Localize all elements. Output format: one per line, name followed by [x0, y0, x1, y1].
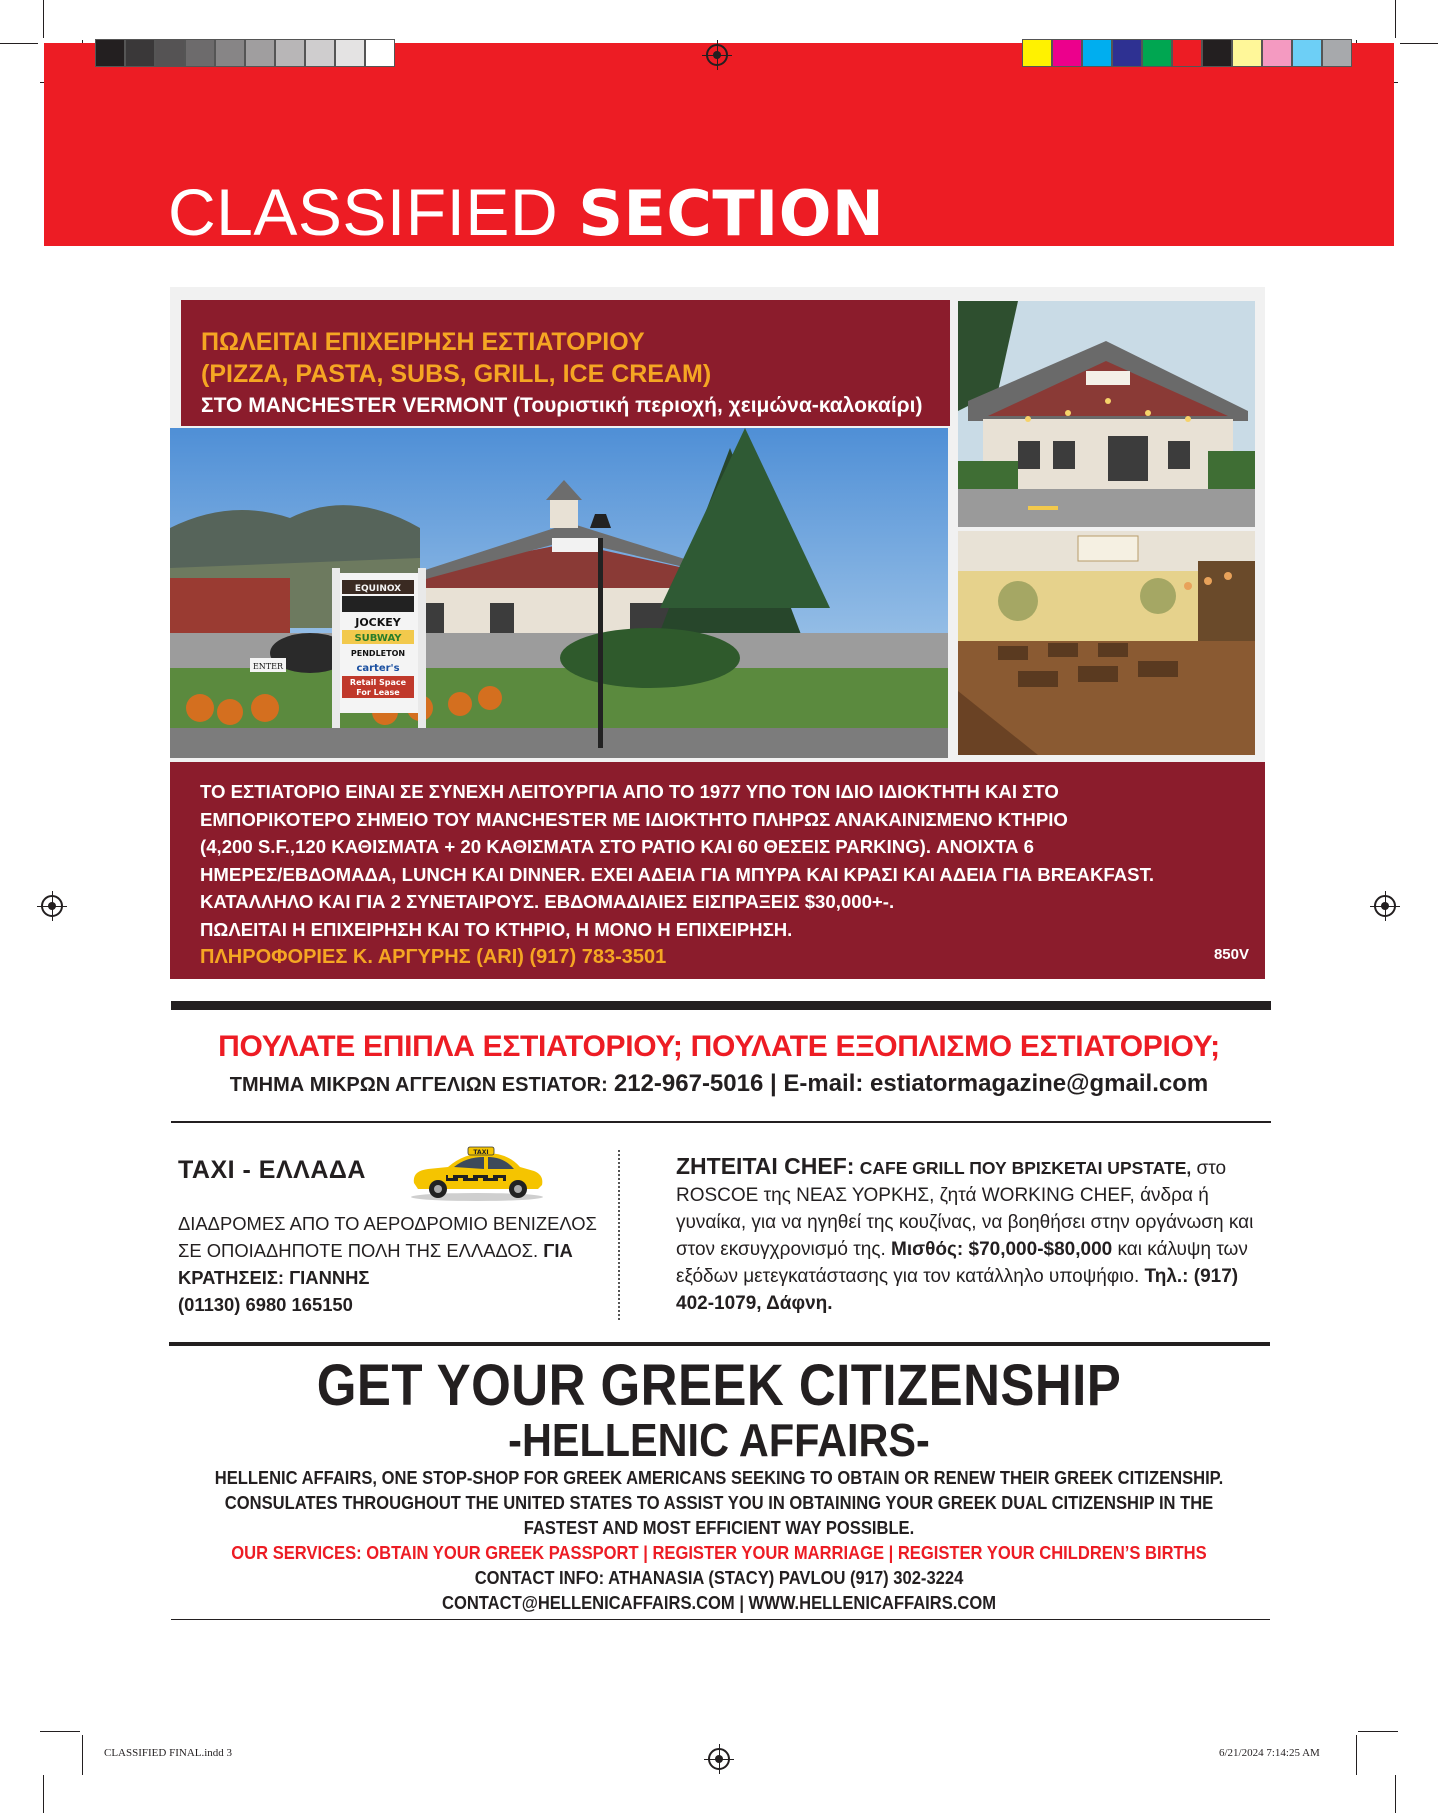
- crop-mark: [1395, 1775, 1396, 1813]
- classified-banner: [44, 43, 1394, 250]
- sign-line-6: Retail Space: [349, 678, 407, 687]
- crop-mark: [82, 1735, 83, 1775]
- taxi-ad-phone: (01130) 6980 165150: [178, 1294, 353, 1315]
- restaurant-ad-menu: (PIZZA, PASTA, SUBS, GRILL, ICE CREAM): [201, 360, 712, 388]
- restaurant-ad-line: ΕΜΠΟΡΙΚΟΤΕΡΟ ΣΗΜΕΙΟ ΤΟΥ MANCHESTER ΜΕ ΙΔΙΟΚΤΗΤΟ ΠΛΗΡΩΣ ΑΝΑΚΑΙΝΙΣΜΕΝΟ ΚΤΗΡΙΟ: [200, 808, 1068, 830]
- equipment-ad-contact-value: 212-967-5016 | E-mail: estiatormagazine@gmail.com: [613, 1070, 1209, 1097]
- equipment-ad-title: ΠΟΥΛΑΤΕ ΕΠΙΠΛΑ ΕΣΤΙΑΤΟΡΙΟΥ; ΠΟΥΛΑΤΕ ΕΞΟΠΛΙΣΜΟ ΕΣΤΙΑΤΟΡΙΟΥ;: [218, 1030, 1220, 1063]
- registration-mark-icon: [708, 1748, 730, 1770]
- citizenship-ad-line: HELLENIC AFFAIRS, ONE STOP-SHOP FOR GREEK AMERICANS SEEKING TO OBTAIN OR RENEW THEIR GREEK CITIZENSHIP.: [214, 1468, 1224, 1488]
- chef-ad: [676, 1153, 1276, 1317]
- color-swatch: [365, 39, 395, 67]
- divider: [169, 1342, 1270, 1346]
- sign-line-1: EQUINOX: [354, 584, 402, 594]
- color-swatch: [1232, 39, 1262, 67]
- color-swatch: [1172, 39, 1202, 67]
- slug-timestamp: 6/21/2024 7:14:25 AM: [1219, 1747, 1320, 1759]
- ad-code: 850V: [1213, 946, 1249, 963]
- color-swatch: [275, 39, 305, 67]
- equipment-ad-contact: [0, 1070, 1438, 1098]
- restaurant-exterior-photo: [170, 428, 948, 758]
- column-divider: [618, 1150, 620, 1320]
- chef-ad-text-2: και κάλυψη των εξόδων μετεγκατάστασης για τον κατάλληλο υποψήφιο.: [676, 1239, 1248, 1287]
- citizenship-ad-web: CONTACT@HELLENICAFFAIRS.COM | WWW.HELLENICAFFAIRS.COM: [441, 1593, 997, 1613]
- sign-line-5: carter's: [356, 663, 400, 674]
- restaurant-ad-headline: ΠΩΛΕΙΤΑΙ ΕΠΙΧΕΙΡΗΣΗ ΕΣΤΙΑΤΟΡΙΟΥ: [201, 328, 645, 356]
- citizenship-ad-line: FASTEST AND MOST EFFICIENT WAY POSSIBLE.: [523, 1518, 915, 1538]
- color-swatch: [215, 39, 245, 67]
- citizenship-ad-title: GET YOUR GREEK CITIZENSHIP: [316, 1353, 1122, 1418]
- taxi-ad-body: [178, 1210, 598, 1318]
- chef-ad-title: ΖΗΤΕΙΤΑΙ CHEF:: [676, 1153, 855, 1179]
- citizenship-ad-services: OUR SERVICES: OBTAIN YOUR GREEK PASSPORT | REGISTER YOUR MARRIAGE | REGISTER YOUR CHILDREN’S BIRTHS: [231, 1543, 1207, 1563]
- divider: [171, 1619, 1270, 1620]
- color-swatch: [1082, 39, 1112, 67]
- citizenship-ad-body: [0, 1466, 1438, 1616]
- color-swatch: [1202, 39, 1232, 67]
- taxi-ad-booking: ΓΙΑ ΚΡΑΤΗΣΕΙΣ: ΓΙΑΝΝΗΣ: [178, 1240, 573, 1288]
- color-swatch: [1112, 39, 1142, 67]
- color-swatch: [95, 39, 125, 67]
- color-swatch: [155, 39, 185, 67]
- chef-ad-contact: Τηλ.: (917) 402-1079, Δάφνη.: [676, 1266, 1239, 1314]
- restaurant-front-photo: [958, 301, 1255, 527]
- taxi-ad-text: ΔΙΑΔΡΟΜΕΣ ΑΠΟ ΤΟ ΑΕΡΟΔΡΟΜΙΟ ΒΕΝΙΖΕΛΟΣ ΣΕ ΟΠΟΙΑΔΗΠΟΤΕ ΠΟΛΗ ΤΗΣ ΕΛΛΑΔΟΣ.: [178, 1213, 597, 1261]
- color-swatch: [185, 39, 215, 67]
- sign-line-3: SUBWAY: [354, 633, 402, 644]
- restaurant-ad-line: ΤΟ ΕΣΤΙΑΤΟΡΙΟ ΕΙΝΑΙ ΣΕ ΣΥΝΕΧΗ ΛΕΙΤΟΥΡΓΙΑ ΑΠΟ ΤΟ 1977 ΥΠΟ ΤΟΝ ΙΔΙΟ ΙΔΙΟΚΤΗΤΗ ΚΑΙ ΣΤΟ: [200, 781, 1059, 802]
- color-swatch: [305, 39, 335, 67]
- chef-ad-lead: CAFE GRILL ΠΟΥ ΒΡΙΣΚΕΤΑΙ UPSTATE,: [859, 1158, 1192, 1178]
- restaurant-ad-line: ΗΜΕΡΕΣ/ΕΒΔΟΜΑΔΑ, LUNCH ΚΑΙ DINNER. ΕΧΕΙ ΑΔΕΙΑ ΓΙΑ ΜΠΥΡΑ ΚΑΙ ΚΡΑΣΙ ΚΑΙ ΑΔΕΙΑ ΓΙΑ BREAKFAST.: [200, 863, 1155, 885]
- crop-mark: [1358, 1731, 1398, 1732]
- chef-ad-text: στο ROSCOE της ΝΕΑΣ ΥΟΡΚΗΣ, ζητά WORKING CHEF, άνδρα ή γυναίκα, για να ηγηθεί της κουζίνας, να βοηθήσει στην οργάνωση και στον εκσυγχρονισμό της.: [676, 1158, 1254, 1260]
- chef-ad-salary: Μισθός: $70,000-$80,000: [891, 1239, 1113, 1260]
- crop-mark: [43, 0, 44, 38]
- page-title-bold: SECTION: [578, 177, 885, 250]
- crop-mark: [40, 1731, 80, 1732]
- gray-color-bar: [95, 39, 395, 67]
- color-swatch: [1142, 39, 1172, 67]
- sign-line-2: JOCKEY: [355, 616, 401, 629]
- crop-mark: [1395, 0, 1396, 38]
- restaurant-ad-header: [181, 300, 950, 426]
- registration-mark-icon: [41, 895, 63, 917]
- color-swatch: [1262, 39, 1292, 67]
- citizenship-ad-line: CONSULATES THROUGHOUT THE UNITED STATES TO ASSIST YOU IN OBTAINING YOUR GREEK DUAL CITIZENSHIP IN THE: [224, 1493, 1214, 1513]
- restaurant-interior-photo: [958, 531, 1255, 755]
- restaurant-ad-location: ΣΤΟ MANCHESTER VERMONT (Τουριστική περιοχή, χειμώνα-καλοκαίρι): [201, 394, 923, 417]
- slug-filename: CLASSIFIED FINAL.indd 3: [104, 1747, 233, 1759]
- restaurant-ad-line: (4,200 S.F.,120 ΚΑΘΙΣΜΑΤΑ + 20 ΚΑΘΙΣΜΑΤΑ ΣΤΟ PATIO ΚΑΙ 60 ΘΕΣΕΙΣ PARKING). ΑΝΟΙΧΤΑ 6: [200, 836, 1034, 857]
- color-swatch: [1022, 39, 1052, 67]
- page-title-light: CLASSIFIED: [168, 175, 559, 249]
- divider: [171, 1001, 1271, 1010]
- sign-line-7: For Lease: [356, 688, 400, 697]
- equipment-ad-contact-label: ΤΜΗΜΑ ΜΙΚΡΩΝ ΑΓΓΕΛΙΩΝ ESTIATOR:: [229, 1074, 608, 1096]
- citizenship-ad-subtitle: -HELLENIC AFFAIRS-: [508, 1414, 930, 1466]
- color-swatch: [1292, 39, 1322, 67]
- sign-line-4: PENDLETON: [350, 649, 406, 658]
- taxi-ad-title: TAXI - ΕΛΛΑΔΑ: [178, 1156, 366, 1184]
- enter-sign: ENTER: [252, 662, 284, 671]
- registration-mark-icon: [706, 44, 728, 66]
- restaurant-ad-body: [170, 762, 1265, 979]
- color-swatch: [335, 39, 365, 67]
- restaurant-ad-line: ΚΑΤΑΛΛΗΛΟ ΚΑΙ ΓΙΑ 2 ΣΥΝΕΤΑΙΡΟΥΣ. ΕΒΔΟΜΑΔΙΑΙΕΣ ΕΙΣΠΡΑΞΕΙΣ $30,000+-.: [200, 891, 895, 912]
- page-title: [168, 174, 884, 250]
- restaurant-ad-line: ΠΩΛΕΙΤΑΙ Η ΕΠΙΧΕΙΡΗΣΗ ΚΑΙ ΤΟ ΚΤΗΡΙΟ, Η ΜΟΝΟ Η ΕΠΙΧΕΙΡΗΣΗ.: [200, 918, 793, 940]
- process-color-bar: [1022, 39, 1352, 67]
- taxi-car-icon: [406, 1145, 548, 1201]
- color-swatch: [1052, 39, 1082, 67]
- registration-mark-icon: [1374, 895, 1396, 917]
- crop-mark: [43, 1775, 44, 1813]
- divider: [171, 1121, 1271, 1123]
- taxi-roof-sign: TAXI: [473, 1149, 489, 1156]
- crop-mark: [0, 43, 38, 44]
- restaurant-ad-contact: ΠΛΗΡΟΦΟΡΙΕΣ Κ. ΑΡΓΥΡΗΣ (ARI) (917) 783-3501: [200, 946, 667, 968]
- color-swatch: [125, 39, 155, 67]
- citizenship-ad-contact: CONTACT INFO: ATHANASIA (STACY) PAVLOU (917) 302-3224: [474, 1568, 964, 1588]
- color-swatch: [245, 39, 275, 67]
- crop-mark: [1356, 1735, 1357, 1775]
- color-swatch: [1322, 39, 1352, 67]
- crop-mark: [1400, 43, 1438, 44]
